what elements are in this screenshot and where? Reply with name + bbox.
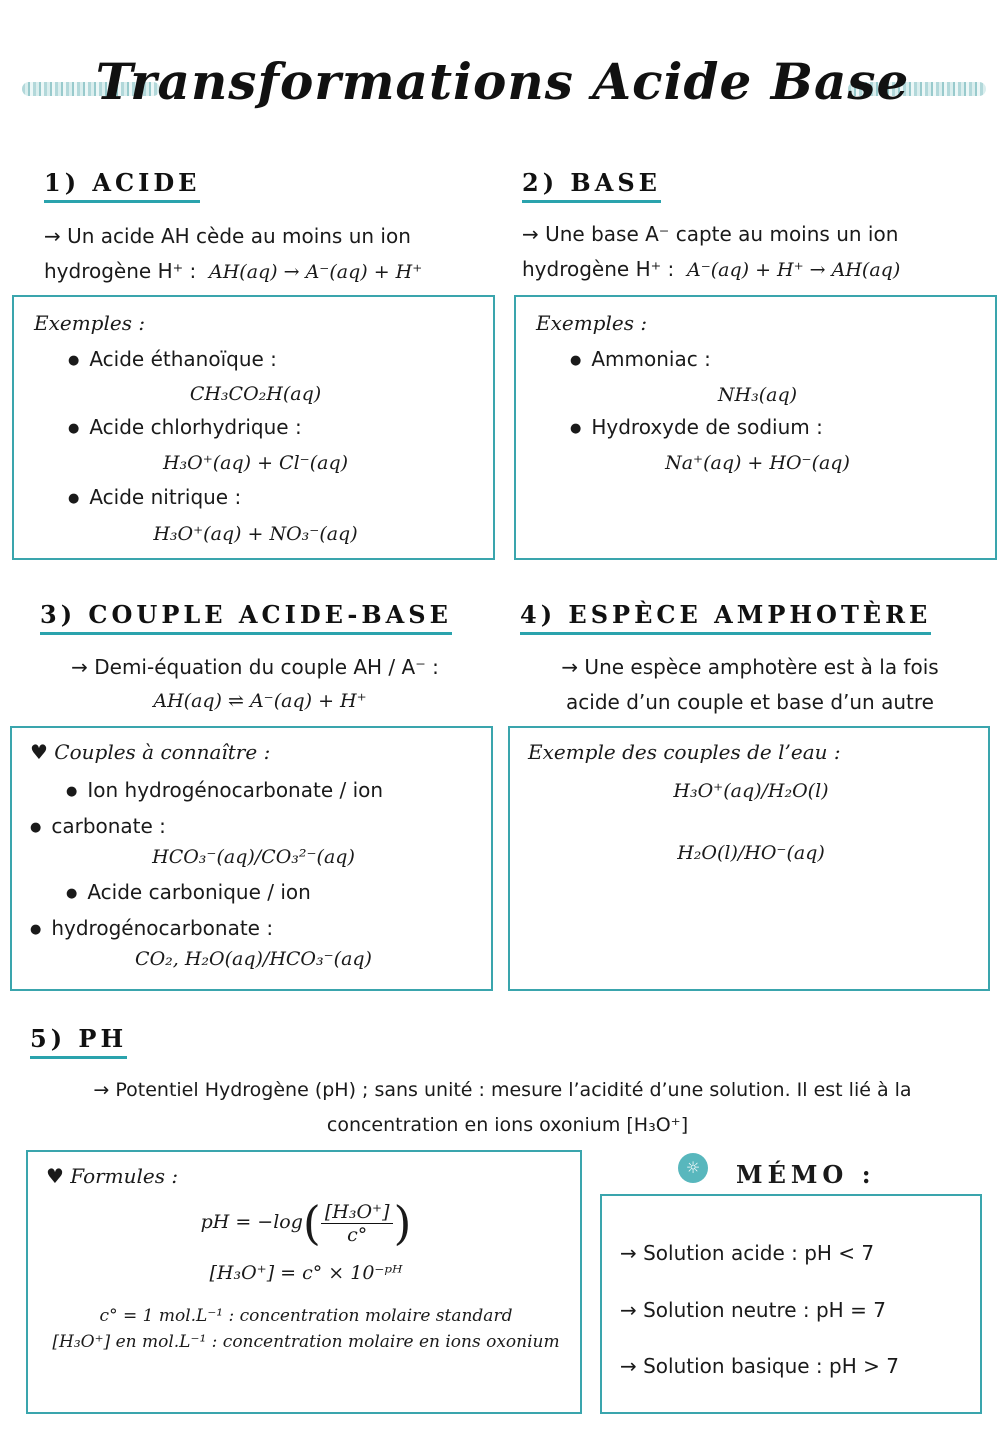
ph-formulas-box [26,1150,582,1414]
heading-acide: 1) ACIDE [44,168,200,203]
ph-note-1: c° = 1 mol.L⁻¹ : concentration molaire standard [99,1306,513,1326]
couple-item-1: ● Ion hydrogénocarbonate / ion [66,778,383,802]
heading-couple: 3) COUPLE ACIDE-BASE [40,600,452,635]
couple-item-1-formula: HCO₃⁻(aq)/CO₃²⁻(aq) [152,846,355,868]
acide-example-1: ● Acide éthanoïque : [68,347,277,371]
base-example-1-formula: NH₃(aq) [717,384,798,406]
acide-definition-line2: hydrogène H⁺ : AH(aq) → A⁻(aq) + H⁺ [44,259,423,283]
acide-example-3-formula: H₃O⁺(aq) + NO₃⁻(aq) [153,523,358,545]
ph-formulas-label: ♥ Formules : [46,1164,179,1188]
heading-ph: 5) PH [30,1024,127,1059]
base-definition-line1: → Une base A⁻ capte au moins un ion [522,222,899,246]
ph-fraction-denominator: c° [347,1223,368,1246]
base-definition-line2: hydrogène H⁺ : A⁻(aq) + H⁺ → AH(aq) [522,257,901,281]
base-examples-label: Exemples : [536,311,648,335]
amphotere-box-label: Exemple des couples de l’eau : [528,740,841,764]
ph-formula-concentration: [H₃O⁺] = c° × 10⁻ᵖᴴ [209,1262,403,1284]
acide-example-2-formula: H₃O⁺(aq) + Cl⁻(aq) [162,452,349,474]
amphotere-formula-2: H₂O(l)/HO⁻(aq) [677,842,825,864]
ph-fraction-numerator: [H₃O⁺] [321,1201,394,1224]
acide-example-2: ● Acide chlorhydrique : [68,415,302,439]
ph-note-2: [H₃O⁺] en mol.L⁻¹ : concentration molaire en ions oxonium [52,1332,560,1352]
amphotere-formula-1: H₃O⁺(aq)/H₂O(l) [673,780,829,802]
acide-examples-label: Exemples : [34,311,146,335]
couple-box [10,726,493,991]
couple-item-1-cont: ● carbonate : [30,814,166,838]
ph-formula-log: pH = −log( $\frac{\text{[H₃O⁺]}}{c^\circ}$ ) [200,1196,412,1250]
acide-examples-box [12,295,495,560]
memo-item-basic: → Solution basique : pH > 7 [620,1354,899,1378]
base-equation: A⁻(aq) + H⁺ → AH(aq) [686,259,901,281]
base-example-2-formula: Na⁺(aq) + HO⁻(aq) [665,452,850,474]
page-title: Transformations Acide Base [95,52,910,111]
amphotere-definition-line1: → Une espèce amphotère est à la fois [561,655,939,679]
acide-example-1-formula: CH₃CO₂H(aq) [189,383,322,405]
base-example-2: ● Hydroxyde de sodium : [570,415,823,439]
acide-definition-line1: → Un acide AH cède au moins un ion [44,224,411,248]
memo-heading: MÉMO : [736,1160,876,1189]
couple-item-2-formula: CO₂, H₂O(aq)/HCO₃⁻(aq) [135,948,372,970]
amphotere-definition-line2: acide d’un couple et base d’un autre [566,690,934,714]
heading-amphotere: 4) ESPÈCE AMPHOTÈRE [520,600,931,635]
couple-item-2: ● Acide carbonique / ion [66,880,311,904]
acide-example-3: ● Acide nitrique : [68,485,241,509]
couple-equation: AH(aq) ⇌ A⁻(aq) + H⁺ [153,690,367,712]
base-examples-box [514,295,997,560]
memo-item-acid: → Solution acide : pH < 7 [620,1241,875,1265]
acide-equation: AH(aq) → A⁻(aq) + H⁺ [208,261,423,283]
memo-item-neutral: → Solution neutre : pH = 7 [620,1298,886,1322]
couple-definition: → Demi-équation du couple AH / A⁻ : [71,655,439,679]
ph-definition-line2: concentration en ions oxonium [H₃O⁺] [326,1114,689,1136]
couple-box-label: ♥ Couples à connaître : [30,740,271,764]
heading-base: 2) BASE [522,168,661,203]
lightbulb-icon: ☼ [678,1153,708,1183]
couple-item-2-cont: ● hydrogénocarbonate : [30,916,273,940]
amphotere-box [508,726,990,991]
ph-definition-line1: → Potentiel Hydrogène (pH) ; sans unité : mesure l’acidité d’une solution. Il est lié à la [93,1079,912,1101]
base-example-1: ● Ammoniac : [570,347,711,371]
memo-box [600,1194,982,1414]
